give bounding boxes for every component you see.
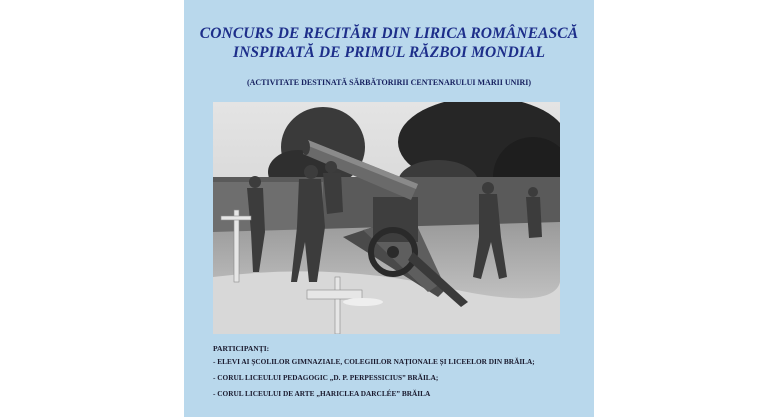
poster (184, 0, 594, 417)
ww1-artillery-photo (213, 102, 560, 334)
participant-item: - ELEVI AI ȘCOLILOR GIMNAZIALE, COLEGIILOR NAȚIONALE ȘI LICEELOR DIN BRĂILA; (213, 357, 535, 366)
participant-item: - CORUL LICEULUI PEDAGOGIC „D. P. PERPESSICIUS” BRĂILA; (213, 373, 439, 382)
poster-subtitle: (ACTIVITATE DESTINATĂ SĂRBĂTORIRII CENTENARULUI MARII UNIRI) (246, 78, 532, 87)
participants-heading: PARTICIPANȚI: (213, 344, 270, 353)
participant-item: - CORUL LICEULUI DE ARTE „HARICLEA DARCLÉE” BRĂILA (213, 389, 431, 398)
poster-title-line2: INSPIRATĂ DE PRIMUL RĂZBOI MONDIAL (232, 44, 546, 61)
poster-title-line1: CONCURS DE RECITĂRI DIN LIRICA ROMÂNEASCĂ (199, 25, 579, 42)
